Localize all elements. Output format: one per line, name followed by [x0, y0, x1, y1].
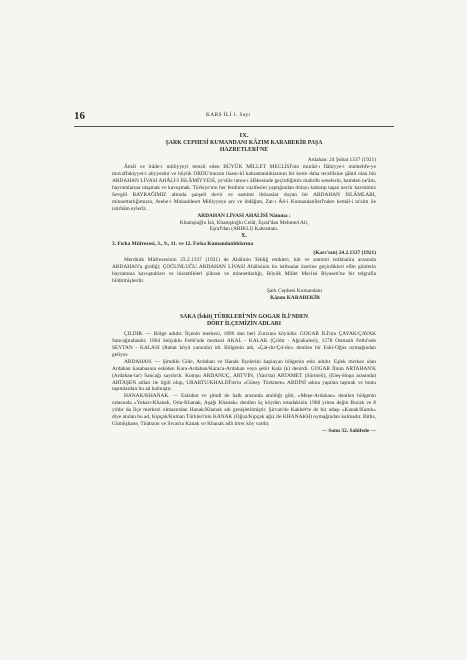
signature-name: Kâzım KARABEKİR [270, 294, 320, 301]
section-title-line-2: HAZRETLERİ'NE [219, 147, 269, 154]
telegram-paragraph: Merdinik Müfrezesinin 23.2.1337 (1921) de Ahâlinin Tebliğ ettikleri, hâr ve samimi istikbalini arasında ARDAHAN'a girdiği; ÇOĞUNLUĞU ARDAHAN LİVASI Ahâlisinin bu istihsalat üzerine geçirdikleri elîm günlerin bayramına kavuştukları ve hissettikleri şükran ve minnetdarlığı, Büyük Millet Meclisi Riyaseti'ne bir telgrafla bildirmişlerdir. [112, 257, 376, 285]
continued-note: — Sonu 32. Sahifede — [321, 427, 376, 434]
article-paragraph: HANAK/KHANAK. — Eskiden ve şimdi de halk arasında anıldığı gibi, «Meşe-Ardahan» denilen bölgenin ortasında «Yukarı-Khanak, Orta-Khanak, Aşağı Khanak» denilen üç köyden ortadakinin 1968 yılına değin Bucak ve 8 yıldır da İlçe merkezi olmasından Hanak/Khanak adı genişletilmiştir. Şirvan'de Kakhet'te de bir adaşı «Kanak/Kamk» diye anılan bu ad, Kıpçak/Kuman Türkleri'nin KANAK (Oğuz/Kıpçak ağız ile KHANAKH) oymağından kalmadır. Bitlis, Gümüşhane, Tirabzon ve Sivas'ta Kanak ve Khanak adlı birer köy vardır. [112, 393, 376, 428]
text-column [112, 132, 376, 435]
page-number: 16 [74, 110, 85, 122]
signature-title: Şark Cephesi Kumandanı [266, 288, 322, 295]
signature-names: Khamşioğlu İsâ, Khamşioğlu Celâl, Eşraf'dan Mehmed Ali, [179, 219, 309, 226]
signature-names-line-2: Eşraf'dan (ARIKLI) Kahraman. [209, 226, 279, 233]
section-number-x: X. [241, 233, 247, 240]
section-number: IX. [239, 132, 249, 139]
running-title: KARS İLİ 1. Sayı [206, 112, 251, 118]
dateline-x: (Kars'tan) 24.2.1337 (1921) [313, 250, 376, 257]
article-title-line-2: DÖRT İLÇEMİZİN ADLARI [206, 321, 282, 328]
article-title: SAKA (İskit) TÜRKLERİ'NİN GOGAR İLİ'NDEN [179, 313, 309, 320]
article-paragraph: ÇILDIR. — Bölge adıdır. İlçenin merkezi, 1890 dan beri Zurzuna köyüdür. GOGAR İLİ'nin ÇAYAK/ÇAVAK Sancağındandır. 1064 Selçuklu Fethi'nde merkezi AKAL - KALAK (Çıldır - Ağcakalesi), 1578 Osmanlı Fethi'nde SEYTAN - KALASI (Rabat köyü yanında) idi. Bölgenin adı, «Çal-dır/Çıl-dır» denilen bir Eski-Oğuz oymağından geliyor. [112, 331, 376, 358]
running-header [74, 110, 394, 124]
header-rule [74, 126, 394, 127]
letter-paragraph: Âmâl ve irâde-i milliyyeyi temsil eden BÜYÜK MİLLET MECLİSİ'nin murâd-ı İlâhiyye-i muhtelife-ye muvaffakiyyet-i aliyyesini ve büyük ORDU'muzun lisanı-lıl kahramanlıklarının bir kerre daha tecellisine şâhid olan bin ARDAHAN LİVASI AHÂLİ-İ İSLÂMİYYESİ, ye'slile umur-ı âfâkesinde geçirdiğimiz mahrûb senelerin, hamden ne'âm, bayramlarına ulaşmak ve kavuşmak. Türkiye'nin her ferdinin vazifesini yaptığından dolayı kabarıp taşan neciir kavmimiz Sevgili BAYRAĞIMIZ altında şanşeli devir ve samimi ihtisaslar duyan bir ARDAHAN İSLÂMLARI, minnettarlığımızın, Atebe-i Mukaddeset Milliyyeye arz ve ibdâğım, Zat-ı Âli-i Kumandanîlerî'nden kemâl-i ta'zim ile istirhâm eylerîz. [112, 164, 376, 212]
recipient: 3. Fırka Müfrezesi, 3., 9., 11. ve 12. Fırka Kumandanlıklarına [112, 240, 254, 247]
section-title: ŞARK CEPHESİ KUMANDANI KÂZIM KARABEKİR PAŞA [165, 140, 323, 146]
dateline: Ardahan: 24 Şubat 1337 (1921) [307, 157, 376, 164]
article-paragraph: ARDAHAN. — Şimdiki Göle, Ardahan ve Hanak İlçelerini kaplayan bölgenin eski adıdır. Eşlek merkez olan Ardahan kasabasına eskiden Kara-Ardahan/Karaca-Ardahan veya şehir Kala (k) denirdi. GOGAR İlinin ARTAHAN'K (Ardahan-lar) Sancağı sayılırdı. Komşu ARDANUÇ, ARTVİN, (Yan'da) ARTAMET (Sürmeli), (Eleş-Hopa arasında) ARTAŞEN adları ile ilgili olup, URARTU/KHALDİ'lerin «Güney Türkmen» ARDİNİ adına yapılan taşmak ve bunu taşımlardan bu ad kalmıştır. [112, 358, 376, 393]
signature-heading: ARDAHAN LİVASI AHALİSİ Nâmına : [197, 212, 291, 219]
